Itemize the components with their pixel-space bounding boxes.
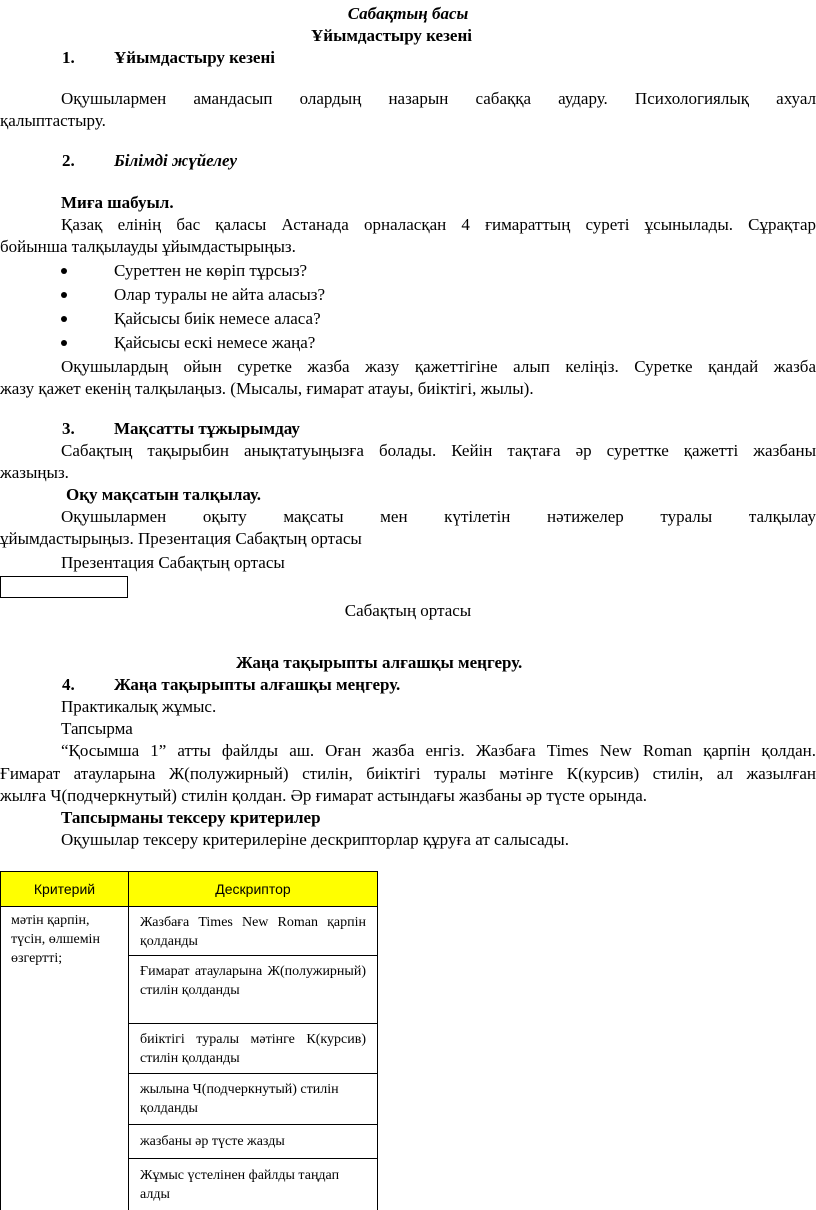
bullet-item: Олар туралы не айта аласыз? <box>114 285 326 304</box>
criteria-heading: Тапсырманы тексеру критерилер <box>61 808 321 827</box>
section1-heading: Ұйымдастыру кезені <box>114 48 275 67</box>
table-row <box>128 1073 378 1125</box>
practical-work-line: Практикалық жұмыс. <box>61 697 217 716</box>
bullet-dot <box>61 292 67 298</box>
section3-para3: Презентация Сабақтың ортасы <box>61 553 285 572</box>
descriptor-text: Жұмыс үстелінен файлды таңдап алды <box>140 1168 340 1202</box>
section4-para-line1: “Қосымша 1” атты файлды аш. Оған жазба енгіз. Жазбаға Times New Roman қарпін қолдан. <box>61 741 816 760</box>
section1-para-line1: Оқушылармен амандасып олардың назарын сабаққа аудару. Психологиялық ахуал <box>61 89 816 108</box>
section4-heading: Жаңа тақырыпты алғашқы меңгеру. <box>114 675 401 694</box>
bullet-dot <box>61 268 67 274</box>
section2-para-line1: Қазақ елінің бас қаласы Астанада орналасқан 4 ғимараттың суреті ұсынылады. Сұрақтар <box>61 215 816 234</box>
section2-number: 2. <box>62 151 75 170</box>
section2-para2-line2: жазу қажет екенің талқылаңыз. (Мысалы, ғимарат атауы, биіктігі, жылы). <box>0 379 534 398</box>
section3-para2-line1: Оқушылармен оқыту мақсаты мен күтілетін нәтижелер туралы талқылау <box>61 507 816 526</box>
section2-heading: Білімді жүйелеу <box>114 151 238 170</box>
descriptor-text: Ғимарат атауларына Ж(полужирный) стилін қолданды <box>140 964 366 998</box>
section4-number: 4. <box>62 675 75 694</box>
section2-para2-line1: Оқушылардың ойын суретке жазба жазу қажеттігіне алып келіңіз. Суретке қандай жазба <box>61 357 816 376</box>
bullet-dot <box>61 316 67 322</box>
criterion-text: мәтін қарпін, түсін, өлшемін өзгертті; <box>11 913 100 966</box>
section2-para-line2: бойынша талқылауды ұйымдастырыңыз. <box>0 237 296 256</box>
page-title: Сабақтың басы <box>347 4 469 23</box>
section3-para2-line2: ұйымдастырыңыз. Презентация Сабақтың ортасы <box>0 529 362 548</box>
table-row <box>128 1124 378 1159</box>
middle-bold-title: Жаңа тақырыпты алғашқы меңгеру. <box>236 653 523 672</box>
bullet-dot <box>61 340 67 346</box>
task-line: Тапсырма <box>61 719 133 738</box>
table-header-criterion: Критерий <box>0 871 129 907</box>
section2-subheading: Миға шабуыл. <box>61 193 174 212</box>
table-row <box>128 1023 378 1074</box>
subtitle-line <box>311 25 472 47</box>
criteria-text: Оқушылар тексеру критерилеріне дескрипторлар құруға ат салысады. <box>61 830 569 849</box>
bullet-item: Суреттен не көріп тұрсыз? <box>114 261 308 280</box>
section1-para-line2: қалыптастыру. <box>0 111 106 130</box>
table-cell-criterion <box>0 906 129 1210</box>
middle-title: Сабақтың ортасы <box>344 601 472 620</box>
table-row <box>128 1158 378 1210</box>
bullet-item: Қайсысы ескі немесе жаңа? <box>114 333 316 352</box>
section3-subheading: Оқу мақсатын талқылау. <box>66 485 262 504</box>
section4-para-line2: Ғимарат атауларына Ж(полужирный) стилін, биіктігі туралы мәтінге К(курсив) стилін, ал жазылған <box>0 764 816 783</box>
table-row <box>128 955 378 1024</box>
subtitle-text: Ұйымдастыру кезені <box>311 26 472 45</box>
section3-para-line2: жазыңыз. <box>0 463 69 482</box>
section4-para-line3: жылға Ч(подчеркнутый) стилін қолдан. Әр ғимарат астындағы жазбаны әр түсте орында. <box>0 786 648 805</box>
section3-para-line1: Сабақтың тақырыбин анықтатуыңызға болады. Кейін тақтаға әр суреттке қажетті жазбаны <box>61 441 816 460</box>
descriptor-text: жылына Ч(подчеркнутый) стилін қолданды <box>140 1082 339 1116</box>
section3-heading: Мақсатты тұжырымдау <box>114 419 300 438</box>
table-row <box>128 906 378 956</box>
section1-number: 1. <box>62 48 75 67</box>
table-header-descriptor: Дескриптор <box>128 871 378 907</box>
descriptor-text: жазбаны әр түсте жазды <box>140 1134 285 1149</box>
descriptor-text: Жазбаға Times New Roman қарпін қолданды <box>140 915 366 949</box>
descriptor-text: биіктігі туралы мәтінге К(курсив) стилін қолданды <box>140 1032 366 1066</box>
empty-box <box>0 576 128 598</box>
section3-number: 3. <box>62 419 75 438</box>
bullet-item: Қайсысы биік немесе аласа? <box>114 309 321 328</box>
